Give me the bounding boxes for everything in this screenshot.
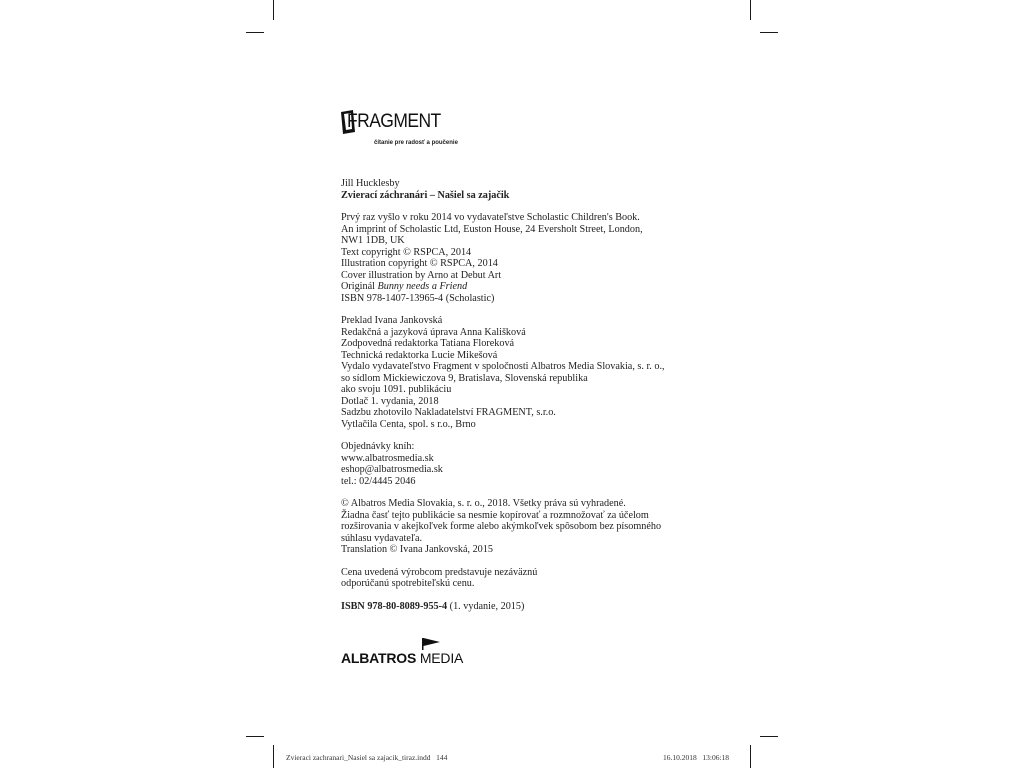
crop-mark-right-bottom [760,736,778,737]
original-label: Originál [341,281,378,292]
crop-mark-top-left [273,0,274,20]
orders-block [341,441,701,487]
original-isbn: ISBN 978-1407-13965-4 (Scholastic) [341,292,495,304]
albatros-wordmark-part1: ALBATROS [341,650,417,666]
book-title: Zvierací záchranári – Našiel sa zajačik [341,189,510,201]
flag-icon [422,638,440,650]
crop-mark-bottom-right [750,745,751,768]
author: Jill Hucklesby [341,178,400,189]
crop-mark-right-top [760,32,778,33]
price-note-line: Cena uvedená výrobcom predstavuje nezáväznú [341,566,538,578]
original-title-line [341,281,701,293]
orders-website: www.albatrosmedia.sk [341,452,434,464]
rights-line: Translation © Ivana Jankovská, 2015 [341,544,493,555]
original-title: Bunny needs a Friend [377,281,468,292]
orders-email: eshop@albatrosmedia.sk [341,464,443,475]
crop-mark-bottom-left [273,745,274,768]
rights-block [341,498,701,556]
rights-line: súhlasu vydavateľa. [341,532,423,544]
isbn-note: (1. vydanie, 2015) [447,600,525,612]
crop-mark-left-top [246,32,264,33]
credits-block [341,315,701,430]
orders-phone: tel.: 02/4445 2046 [341,475,416,487]
original-line: NW1 1DB, UK [341,235,405,246]
albatros-wordmark-part2: MEDIA [416,650,464,666]
original-line: Cover illustration by Arno at Debut Art [341,269,502,281]
isbn-number: ISBN 978-80-8089-955-4 [341,600,448,612]
price-note-line: odporúčanú spotrebiteľskú cenu. [341,578,475,589]
credit-line: Technická redaktorka Lucie Mikešová [341,349,498,361]
albatros-media-wordmark [341,650,463,666]
credit-line: ako svoju 1091. publikáciu [341,384,452,395]
original-line: Text copyright © RSPCA, 2014 [341,246,472,258]
credit-line: so sídlom Mickiewiczova 9, Bratislava, Slovenská republika [341,372,588,384]
rights-line: Žiadna časť tejto publikácie sa nesmie kopírovať a rozmnožovať za účelom [341,509,649,521]
isbn-line [341,601,701,613]
credit-line: Zodpovedná redaktorka Tatiana Floreková [341,338,515,349]
crop-mark-left-bottom [246,736,264,737]
rights-line: rozširovania v akejkoľvek forme alebo akýmkoľvek spôsobom bez písomného [341,521,662,532]
credit-line: Preklad Ivana Jankovská [341,315,443,326]
slug-timestamp: 16.10.2018 13:06:18 [663,753,730,762]
colophon [341,178,701,612]
albatros-media-logo [341,638,471,668]
credit-line: Vydalo vydavateľstvo Fragment v spoločnosti Albatros Media Slovakia, s. r. o., [341,361,665,372]
credit-line: Dotlač 1. vydania, 2018 [341,395,439,407]
original-line: Illustration copyright © RSPCA, 2014 [341,258,498,269]
original-edition-block [341,212,701,304]
price-note-block [341,567,701,590]
credit-line: Redakčná a jazyková úprava Anna Kališková [341,326,526,338]
orders-heading: Objednávky kníh: [341,441,415,452]
original-line: An imprint of Scholastic Ltd, Euston House, 24 Eversholt Street, London, [341,223,643,235]
fragment-logo [341,110,461,158]
fragment-logo-text: FRAGMENT [347,111,441,132]
rights-line: © Albatros Media Slovakia, s. r. o., 2018. Všetky práva sú vyhradené. [341,498,626,509]
credit-line: Sadzbu zhotovilo Nakladatelství FRAGMENT, s.r.o. [341,407,556,418]
crop-mark-top-right [750,0,751,20]
credit-line: Vytlačila Centa, spol. s r.o., Brno [341,418,476,430]
fragment-tagline: čítanie pre radosť a poučenie [374,140,458,146]
original-line: Prvý raz vyšlo v roku 2014 vo vydavateľstve Scholastic Children's Book. [341,212,640,223]
slug-file-info: Zvieraci zachranari_Nasiel sa zajacik_tiraz.indd 144 [286,753,448,762]
